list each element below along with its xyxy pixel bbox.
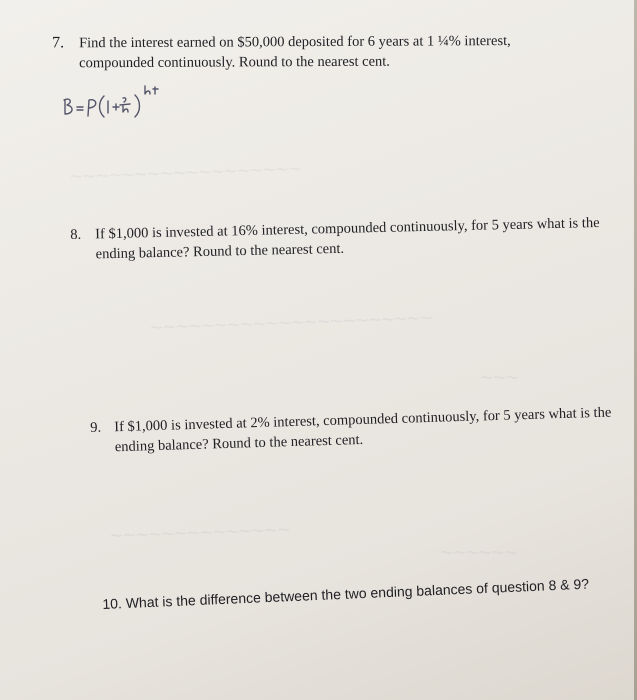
handwritten-formula	[60, 78, 180, 128]
question-number: 10.	[102, 595, 123, 612]
question-text: What is the difference between the two ending balances of question 8 & 9?	[125, 575, 590, 612]
question-number: 9.	[90, 419, 102, 436]
question-7	[52, 31, 592, 72]
bleed-through: ~~~~~~~~~~~~~~~~~~~~~~	[149, 305, 433, 340]
question-text: Find the interest earned on $50,000 deposited for 6 years at 1 ¼% interest, compounded continuously. Round to the nearest cent.	[79, 33, 511, 72]
bleed-through: ~~~~~~~~~~~~~~~~~~	[69, 155, 302, 190]
bleed-through: ~~~	[480, 365, 519, 390]
question-number: 7.	[52, 34, 65, 52]
question-8	[70, 213, 615, 263]
bleed-through: ~~~~~~~~~~~~~~	[109, 516, 291, 549]
question-10	[102, 572, 622, 614]
question-text: If $1,000 is invested at 2% interest, compounded continuously, for 5 years what is the ending balance? Round to the nearest cent.	[114, 404, 612, 456]
question-9	[90, 402, 615, 456]
question-text: If $1,000 is invested at 16% interest, compounded continuously, for 5 years what is the ending balance? Round to the nearest cent.	[95, 214, 600, 263]
question-number: 8.	[70, 226, 82, 243]
bleed-through: ~~~~~~	[440, 540, 518, 565]
